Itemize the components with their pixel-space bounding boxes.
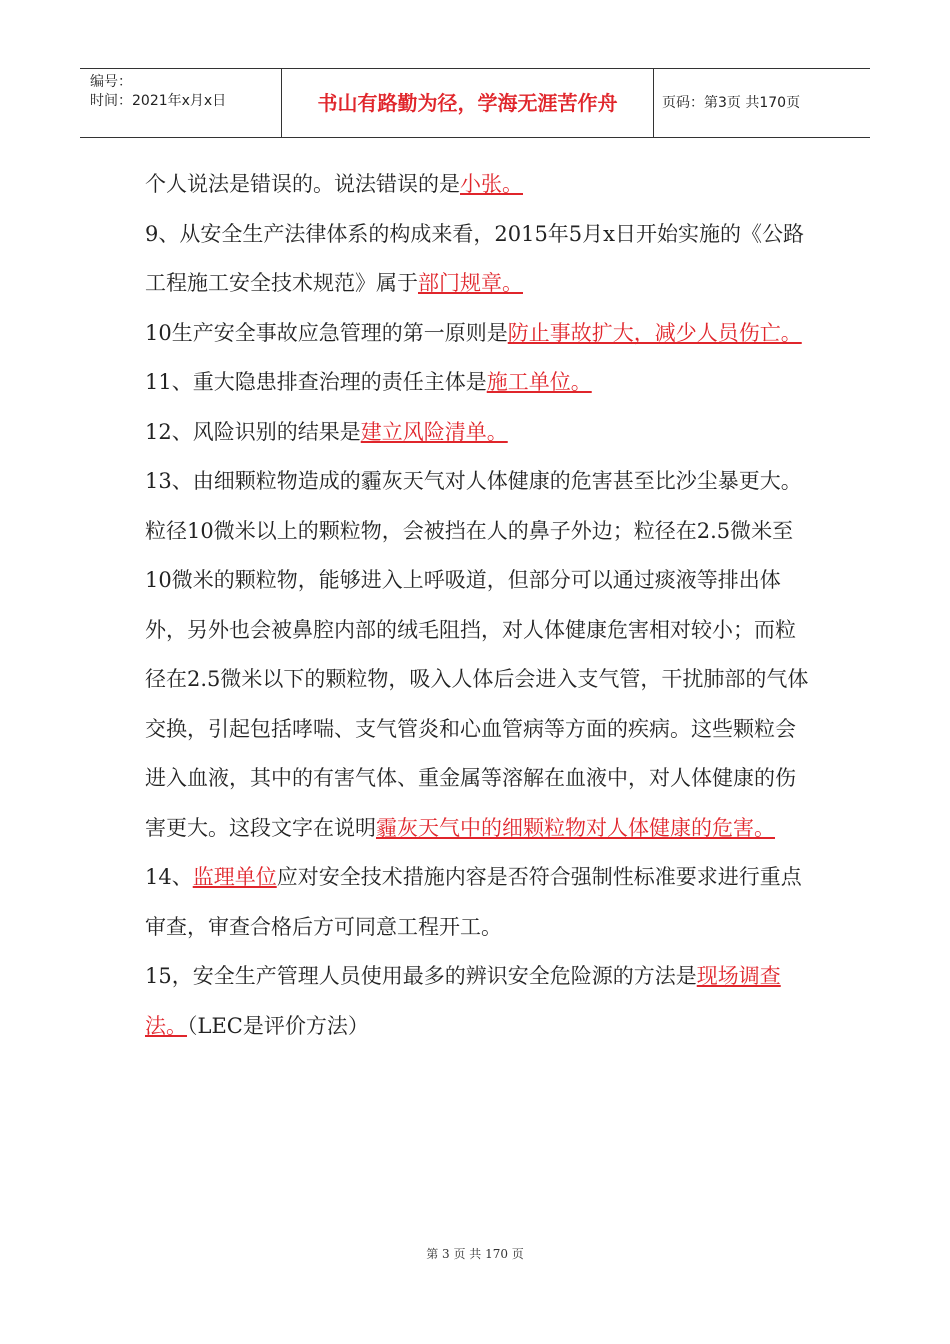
- paragraph: [145, 358, 810, 408]
- text-run: （LEC是评价方法）: [187, 1013, 369, 1038]
- paragraph: [145, 457, 810, 853]
- serial-label: 编号：: [90, 74, 132, 90]
- answer-text: 监理单位: [192, 865, 277, 889]
- text-run: 12、风险识别的结果是: [145, 419, 361, 444]
- text-run: 15，安全生产管理人员使用最多的辨识安全危险源的方法是: [145, 964, 697, 988]
- header-motto-cell: [282, 69, 654, 137]
- header-motto: 书山有路勤为径，学海无涯苦作舟: [317, 91, 618, 115]
- date-line: 时间：2021年x月x日: [90, 93, 227, 109]
- paragraph: [145, 408, 810, 458]
- answer-text: 施工单位。: [486, 370, 592, 394]
- paragraph: [145, 952, 810, 1051]
- text-run: 10生产安全事故应急管理的第一原则是: [145, 320, 508, 345]
- answer-text: 建立风险清单。: [360, 419, 508, 444]
- paragraph: [145, 160, 810, 210]
- answer-text: 小张。: [460, 172, 523, 196]
- paragraph: [145, 853, 810, 952]
- text-run: 个人说法是错误的。说法错误的是: [145, 172, 460, 196]
- header-meta: [80, 69, 282, 137]
- header-page-info: 页码：第3页 共170页: [662, 95, 801, 111]
- page-header: [80, 68, 870, 138]
- text-run: 11、重大隐患排查治理的责任主体是: [145, 370, 487, 394]
- paragraph: [145, 210, 810, 309]
- text-run: 13、由细颗粒物造成的霾灰天气对人体健康的危害甚至比沙尘暴更大。粒径10微米以上的颗粒物，会被挡在人的鼻子外边；粒径在2.5微米至10微米的颗粒物，能够进入上呼吸道，但部分可以通过痰液等排出体外，另外也会被鼻腔内部的绒毛阻挡，对人体健康危害相对较小；而粒径在2.5微米以下的颗粒物，吸入人体后会进入支气管，干扰肺部的气体交换，引起包括哮喘、支气管炎和心血管病等方面的疾病。这些颗粒会进入血液，其中的有害气体、重金属等溶解在血液中，对人体健康的伤害更大。这段文字在说明: [145, 469, 809, 840]
- text-run: 应对安全技术措施内容是否符合强制性标准要求进行重点审查，审查合格后方可同意工程开工。: [145, 865, 802, 939]
- answer-text: 防止事故扩大，减少人员伤亡。: [507, 320, 802, 345]
- paragraph: [145, 309, 810, 359]
- answer-text: 现场调查法。: [145, 964, 781, 1038]
- document-body: [145, 160, 810, 1051]
- answer-text: 部门规章。: [418, 271, 523, 295]
- page-footer: 第 3 页 共 170 页: [426, 1247, 524, 1261]
- answer-text: 霾灰天气中的细颗粒物对人体健康的危害。: [376, 815, 775, 840]
- text-run: 14、: [145, 865, 193, 889]
- text-run: 9、从安全生产法律体系的构成来看，2015年5月x日开始实施的《公路工程施工安全技术规范》属于: [145, 221, 805, 295]
